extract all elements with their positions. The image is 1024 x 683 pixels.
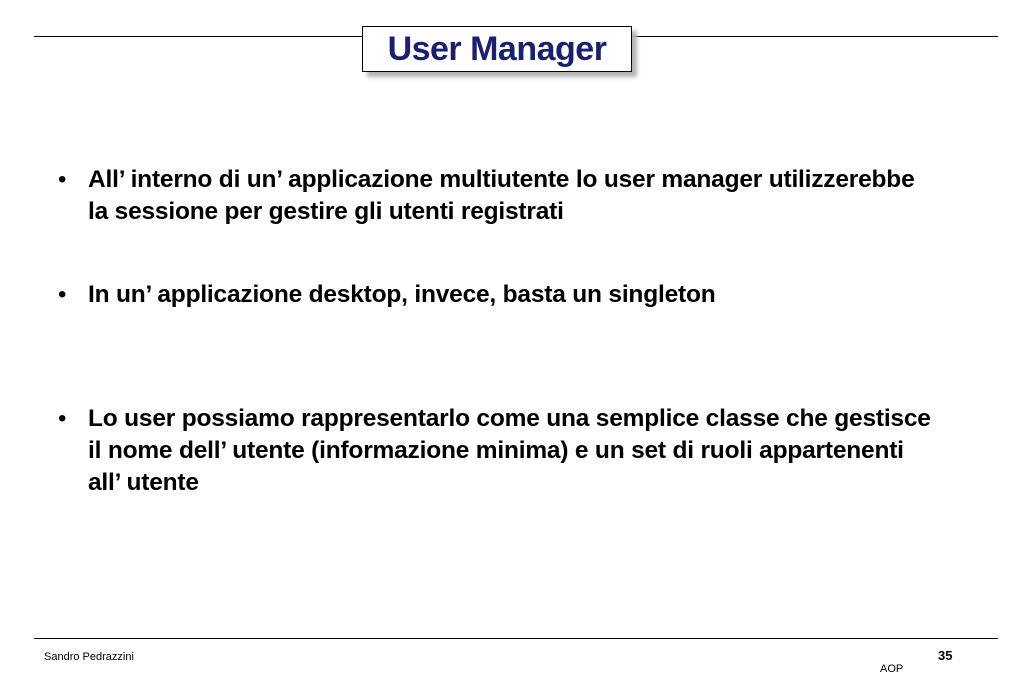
bullet-text: All’ interno di un’ applicazione multiutente lo user manager utilizzerebbe la sessione per gestire gli utenti registrati <box>88 166 915 225</box>
footer-author: Sandro Pedrazzini <box>44 651 134 663</box>
bullet-item <box>58 403 958 499</box>
footer-course: AOP <box>880 663 904 675</box>
bottom-rule <box>34 638 998 639</box>
bullet-text: In un’ applicazione desktop, invece, basta un singleton <box>88 281 716 308</box>
bullet-icon: • <box>58 281 67 308</box>
page-number: 35 <box>938 648 953 663</box>
bullet-item <box>58 164 958 228</box>
bullet-icon: • <box>58 166 67 193</box>
slide-title: User Manager <box>387 29 607 68</box>
bullet-item <box>58 279 958 311</box>
bullet-icon: • <box>58 405 67 432</box>
title-box <box>362 26 632 72</box>
bullet-text: Lo user possiamo rappresentarlo come una semplice classe che gestisce il nome dell’ utente (informazione minima) e un set di ruoli appartenenti all’ utente <box>88 405 931 496</box>
